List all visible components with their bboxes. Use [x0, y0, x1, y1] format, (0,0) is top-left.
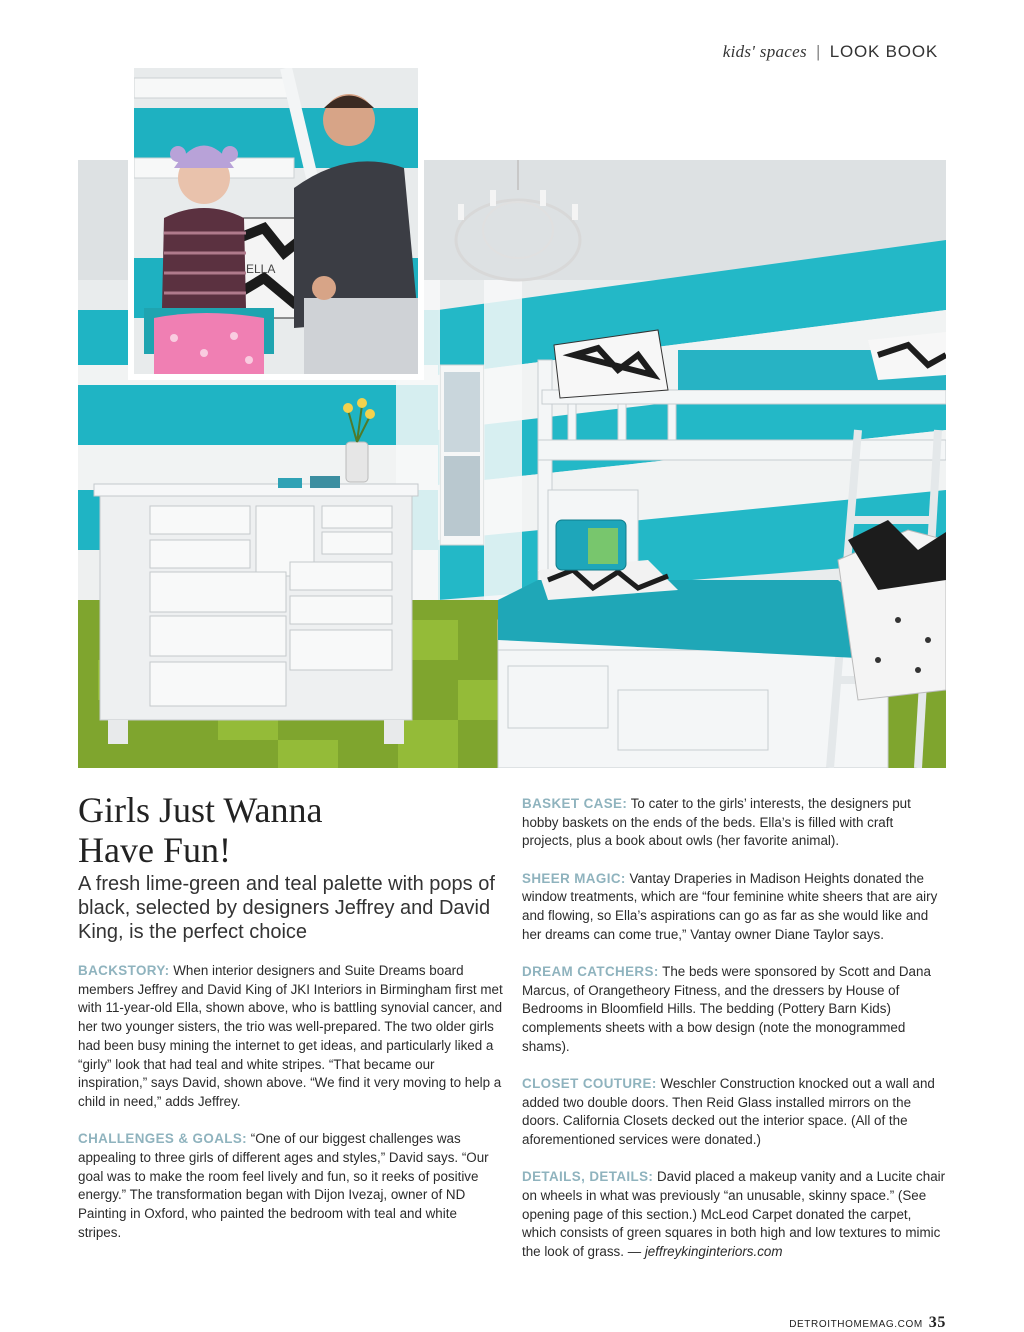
challenges-paragraph [78, 1130, 503, 1242]
page-footer [789, 1314, 946, 1332]
article-title [78, 790, 498, 870]
dream-paragraph [522, 963, 947, 1057]
left-text-column [78, 962, 503, 1261]
designer-portrait-photo [128, 62, 424, 380]
pillow-monogram: ELLA [246, 262, 276, 276]
basket-paragraph [522, 795, 947, 851]
dream-lead: DREAM CATCHERS: [522, 963, 659, 979]
challenges-lead: CHALLENGES & GOALS: [78, 1131, 248, 1147]
challenges-text: “One of our biggest challenges was appealing to three girls of different ages and styles,” David says. “Our goal was to make the room feel lively and fun, so it reeks of positive energy.” The transformation began with Dijon Ivezaj, owner of ND Painting in Oxford, who painted the bedroom with teal and white stripes. [78, 1131, 489, 1240]
page-header [723, 42, 938, 62]
header-separator: | [815, 42, 821, 61]
sheer-paragraph [522, 870, 947, 945]
designer-website-link[interactable]: jeffreykinginteriors.com [644, 1244, 783, 1260]
dream-text: The beds were sponsored by Scott and Dana Marcus, of Orangetheory Fitness, and the dressers by House of Bedrooms in Bloomfield Hills. The bedding (Pottery Barn Kids) complements sheets with a bow design (note the monogrammed shams). [522, 963, 931, 1054]
column-name: LOOK BOOK [829, 42, 938, 61]
details-text: David placed a makeup vanity and a Lucite chair on wheels in what was previously “an unusable, skinny space.” (See opening page of this section.) McLeod Carpet donated the carpet, which consists of green squares in both high and low textures to mimic the look of grass. — [522, 1169, 946, 1260]
page-number: 35 [928, 1314, 946, 1331]
backstory-text: When interior designers and Suite Dreams board members Jeffrey and David King of JKI Interiors in Birmingham first met with 11-year-old Ella, shown above, who is battling synovial cancer, and her two younger sisters, the trio was well-prepared. The two older girls had been busy mining the internet to get ideas, and particularly liked a “girly” look that had teal and white stripes. “That became our inspiration,” says David, shown above. “We find it very moving to help a child in need,” adds Jeffrey. [78, 963, 503, 1109]
basket-text: To cater to the girls’ interests, the designers put hobby baskets on the ends of the beds. Ella’s is filled with craft projects, plus a book about owls (her favorite animal). [522, 796, 911, 849]
article-subtitle: A fresh lime-green and teal palette with pops of black, selected by designers Jeffrey and David King, is the perfect choice [78, 873, 495, 943]
sheer-lead: SHEER MAGIC: [522, 870, 626, 886]
closet-text: Weschler Construction knocked out a wall and added two double doors. Then Reid Glass installed mirrors on the doors. California Closets decked out the interior space. (All of the aforementioned services were donated.) [522, 1075, 935, 1148]
title-line-1: Girls Just Wanna [78, 790, 323, 830]
basket-lead: BASKET CASE: [522, 796, 628, 811]
right-text-column [522, 795, 947, 1280]
backstory-paragraph [78, 962, 503, 1112]
closet-lead: CLOSET COUTURE: [522, 1075, 657, 1091]
backstory-lead: BACKSTORY: [78, 963, 170, 978]
details-lead: DETAILS, DETAILS: [522, 1169, 654, 1185]
title-line-2: Have Fun! [78, 830, 231, 870]
footer-site: DETROITHOMEMAG.COM [789, 1319, 923, 1330]
sheer-text: Vantay Draperies in Madison Heights donated the window treatments, which are “four feminine white sheers that are airy and flowing, so Ella’s aspirations can go as far as she would like and her dreams can come true,” Vantay owner Diane Taylor says. [522, 870, 938, 942]
closet-paragraph [522, 1075, 947, 1150]
details-paragraph [522, 1168, 947, 1262]
section-name: kids' spaces [722, 42, 807, 61]
